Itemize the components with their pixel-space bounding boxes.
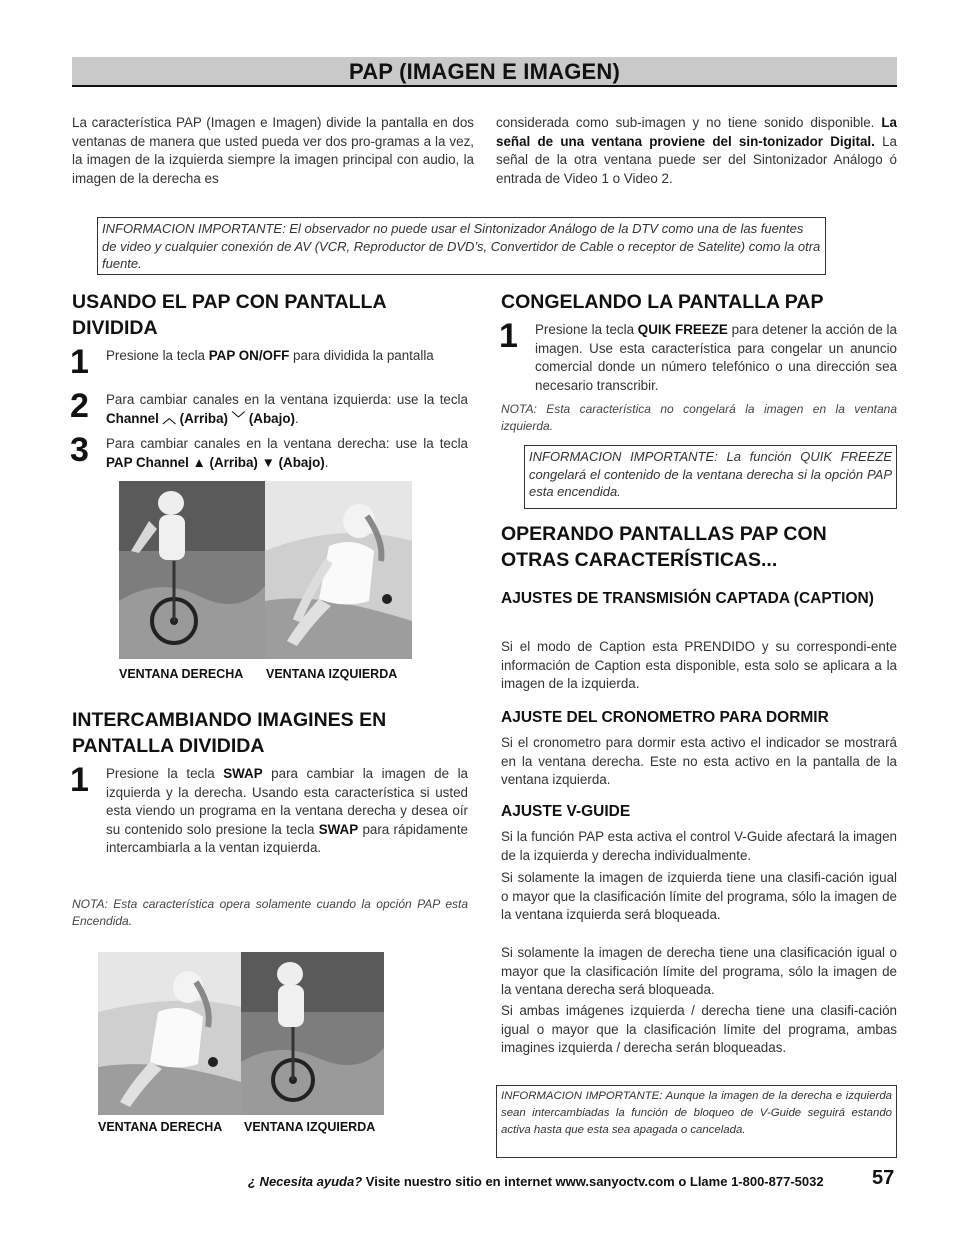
info-box-vguide: INFORMACION IMPORTANTE: Aunque la imagen de la derecha e izquierda sean intercambiadas la función de bloqueo de V-Guide seguirá estando activa hasta que esta sea apagada o cancelada.: [496, 1085, 897, 1158]
caption-ventana-izquierda: VENTANA IZQUIERDA: [244, 1120, 376, 1134]
step-number: 1: [70, 343, 89, 381]
sleep-timer-text: Si el cronometro para dormir esta activo el indicador se mostrará en la ventana derecha. Este no esta activo en la pantalla de la ventana izquierda.: [501, 735, 897, 788]
vguide-text-2: Si solamente la imagen de izquierda tiene una clasifi-cación igual o mayor que la clasificación límite del programa, sólo la imagen de la ventana izquierda será bloqueada.: [501, 870, 897, 923]
caption-ventana-derecha: VENTANA DERECHA: [98, 1120, 223, 1134]
step-text: Para cambiar canales en la ventana izquierda: use la tecla Channel ︿ (Arriba) ﹀ (Abajo).: [106, 392, 468, 426]
pap-swap-illustration: [98, 952, 384, 1115]
step-text: Presione la tecla QUIK FREEZE para detener la acción de la imagen. Use esta característica para congelar un anuncio comercial donde un número telefónico o una dirección sea necesario transcribir.: [535, 322, 897, 393]
key-swap: SWAP: [223, 766, 263, 781]
key-swap: SWAP: [318, 821, 359, 837]
nota-freeze: NOTA: Esta característica no congelará la imagen en la ventana izquierda.: [501, 402, 897, 433]
step-text: Presione la tecla PAP ON/OFF para dividida la pantalla: [106, 348, 434, 363]
pap-split-illustration: [119, 481, 412, 659]
step-text: Presione la tecla SWAP para cambiar la imagen de la izquierda y la derecha. Usando esta característica si usted esta viendo un programa en la ventana derecha y desea oír su contenido solo presione la tecla SWAP para rápidamente intercambiarla a la ventan izquierda.: [106, 766, 469, 856]
step-number: 2: [70, 387, 89, 425]
info-box-top: INFORMACION IMPORTANTE: El observador no puede usar el Sintonizador Análogo de la DTV como una de las fuentes de video y cualquier conexión de AV (VCR, Reproductor de DVD’s, Convertidor de Cable o receptor de Satelite) como la otra fuente.: [97, 217, 826, 275]
step-number: 1: [70, 761, 89, 799]
heading-other-features: OPERANDO PANTALLAS PAP CON OTRAS CARACTERÍSTICAS...: [501, 523, 827, 571]
heading-vguide: AJUSTE V-GUIDE: [501, 803, 631, 820]
intro-right-a: considerada como sub-imagen y no tiene sonido disponible.: [496, 115, 882, 130]
intro-right-bold: La señal de una ventana proviene del sin-tonizador Digital.: [496, 115, 897, 149]
heading-swap: INTERCAMBIANDO IMAGINES EN PANTALLA DIVIDIDA: [72, 709, 387, 757]
key-quik-freeze: QUIK FREEZE: [637, 322, 728, 337]
vguide-text-3: Si solamente la imagen de derecha tiene una clasificación igual o mayor que la clasificación límite del programa, sólo la imagen de la ventana derecha será bloqueada.: [501, 945, 897, 998]
heading-caption: AJUSTES DE TRANSMISIÓN CAPTADA (CAPTION): [501, 590, 874, 607]
step-number: 3: [70, 431, 89, 469]
pap-swap-photo: [98, 952, 384, 1115]
intro-right: [496, 114, 897, 188]
page-number: 57: [872, 1167, 895, 1189]
intro-left: La característica PAP (Imagen e Imagen) divide la pantalla en dos ventanas de manera que usted pueda ver dos pro-gramas a la vez, la imagen de la izquierda siempre la imagen principal con audio, la imagen de la derecha es: [72, 115, 474, 186]
footer-help-question: ¿ Necesita ayuda?: [248, 1174, 363, 1189]
page-title-bar: [72, 57, 897, 87]
key-pap-channel: PAP Channel ▲ (Arriba) ▼ (Abajo): [106, 454, 325, 470]
key-channel: Channel ︿ (Arriba) ﹀ (Abajo): [106, 410, 295, 426]
caption-ventana-izquierda: VENTANA IZQUIERDA: [266, 667, 398, 681]
info-box-freeze: INFORMACION IMPORTANTE: La función QUIK FREEZE congelará el contenido de la ventana derecha si la opción PAP esta encendida.: [524, 445, 897, 509]
step-text: Para cambiar canales en la ventana derecha: use la tecla PAP Channel ▲ (Arriba) ▼ (Abajo).: [106, 436, 468, 470]
heading-sleep-timer: AJUSTE DEL CRONOMETRO PARA DORMIR: [501, 709, 829, 726]
page-title: PAP (IMAGEN E IMAGEN): [348, 59, 621, 84]
footer-help: [248, 1174, 858, 1189]
footer-help-text: Visite nuestro sitio en internet www.sanyoctv.com o Llame 1-800-877-5032: [362, 1174, 824, 1189]
heading-freeze: CONGELANDO LA PANTALLA PAP: [501, 291, 824, 313]
key-pap-onoff: PAP ON/OFF: [208, 348, 290, 363]
heading-split: USANDO EL PAP CON PANTALLA DIVIDIDA: [72, 291, 386, 339]
vguide-text-4: Si ambas imágenes izquierda / derecha tiene una clasifi-cación igual o mayor que la clasificación límite del programa, ambas imagines izquierda / derecha serán bloqueadas.: [501, 1003, 897, 1056]
caption-text: Si el modo de Caption esta PRENDIDO y su correspondi-ente información de Caption esta disponible, esta solo se aplicara a la imagen de la izquierda.: [501, 639, 897, 692]
caption-ventana-derecha: VENTANA DERECHA: [119, 667, 244, 681]
vguide-text-1: Si la función PAP esta activa el control V-Guide afectará la imagen de la izquierda y derecha individualmente.: [501, 829, 897, 863]
step-number: 1: [499, 317, 518, 355]
pap-split-photo: [119, 481, 412, 659]
nota-swap: NOTA: Esta característica opera solamente cuando la opción PAP esta Encendida.: [72, 897, 468, 928]
intro-right-b: La señal de la otra ventana puede ser del Sintonizador Análogo ó entrada de Video 1 o Video 2.: [496, 133, 897, 186]
